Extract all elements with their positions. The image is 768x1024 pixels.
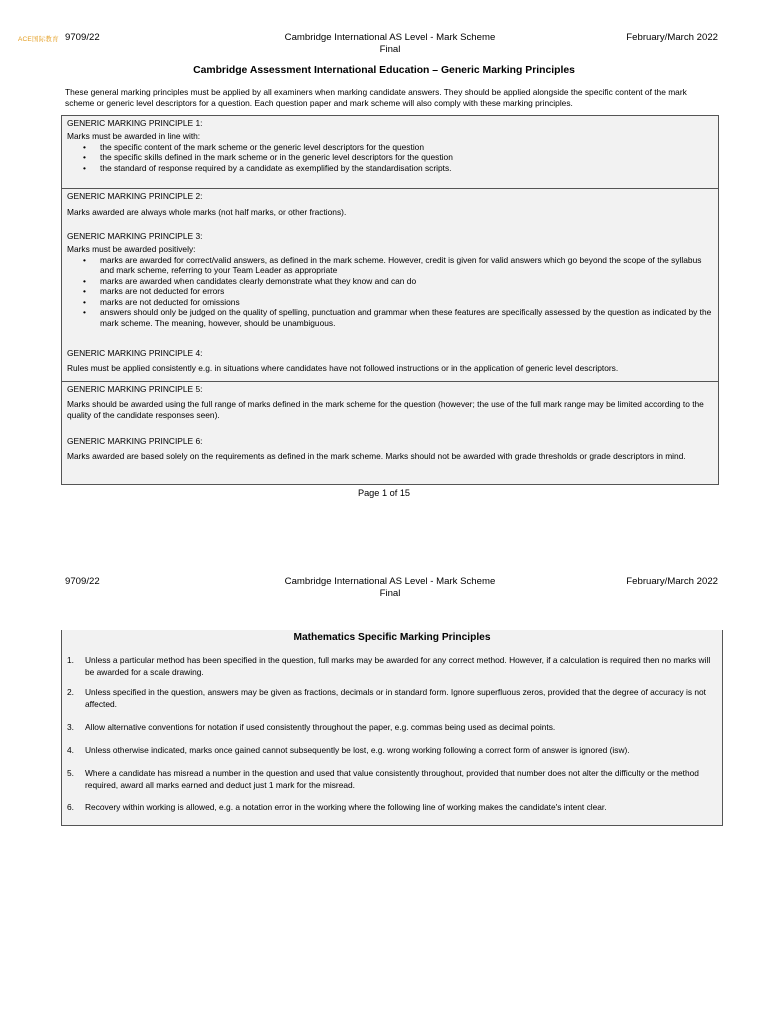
intro-paragraph: These general marking principles must be applied by all examiners when marking candidate answers. They should be applied alongside the specific content of the mark scheme or generic level descriptors for a question. Each question paper and mark scheme will also comply with these marking principles. — [65, 87, 687, 108]
header-date: February/March 2022 — [626, 576, 718, 587]
principle-bullets — [83, 142, 713, 174]
bullet-item: • marks are awarded when candidates clearly demonstrate what they know and can do — [83, 276, 713, 287]
item-text: Where a candidate has misread a number in the question and used that value consistently throughout, provided that number does not alter the difficulty or the method required, award all marks earned and deduct just 1 mark for the misread. — [85, 768, 699, 790]
item-number: 3. — [67, 722, 74, 732]
bullet-item: • the standard of response required by a candidate as exemplified by the standardisation scripts. — [83, 163, 713, 174]
bullet-item: • marks are awarded for correct/valid answers, as defined in the mark scheme. However, credit is given for valid answers which go beyond the scope of the syllabus and mark scheme, referring to your Team Leader as appropriate — [83, 255, 713, 276]
header-subtitle: Final — [379, 587, 401, 599]
principle-text: Marks should be awarded using the full range of marks defined in the mark scheme for the question (however; the use of the full mark range may be limited according to the quality of the candidate responses seen). — [67, 399, 704, 420]
principle-bullets — [83, 255, 713, 329]
principle-5 — [62, 382, 718, 432]
page-header — [0, 576, 768, 610]
header-title: Cambridge International AS Level - Mark Scheme — [284, 32, 496, 43]
paper-code: 9709/22 — [65, 32, 100, 43]
generic-principles-box — [61, 115, 719, 485]
bullet-item: • answers should only be judged on the quality of spelling, punctuation and grammar when these features are specifically assessed by the question as indicated by the mark scheme. The meaning, however, should be unambiguous. — [83, 307, 713, 328]
principle-3 — [62, 227, 718, 343]
bullet-item: • marks are not deducted for errors — [83, 286, 713, 297]
item-number: 2. — [67, 687, 74, 697]
principle-1 — [62, 116, 718, 188]
paper-code: 9709/22 — [65, 576, 100, 587]
bullet-item: • the specific content of the mark scheme or the generic level descriptors for the question — [83, 142, 713, 153]
item-text: Unless specified in the question, answers may be given as fractions, decimals or in standard form. Ignore superfluous zeros, provided that the degree of accuracy is not affected. — [85, 687, 707, 709]
item-number: 6. — [67, 802, 74, 812]
item-text: Allow alternative conventions for notation if used consistently throughout the paper, e.g. commas being used as decimal points. — [85, 722, 556, 732]
logo: ACE国际教育 — [18, 36, 59, 43]
page-title: Cambridge Assessment International Education – Generic Marking Principles — [193, 65, 575, 76]
principle-title: GENERIC MARKING PRINCIPLE 3: — [67, 231, 203, 241]
principle-4 — [62, 343, 718, 381]
principle-text: Rules must be applied consistently e.g. in situations where candidates have not followed instructions or in the application of generic level descriptors. — [67, 363, 619, 373]
bullet-item: • marks are not deducted for omissions — [83, 297, 713, 308]
page-header — [0, 32, 768, 66]
principle-title: GENERIC MARKING PRINCIPLE 5: — [67, 384, 203, 394]
principle-text: Marks awarded are based solely on the requirements as defined in the mark scheme. Marks should not be awarded with grade thresholds or grade descriptors in mind. — [67, 451, 686, 461]
principle-title: GENERIC MARKING PRINCIPLE 2: — [67, 191, 203, 201]
principle-2 — [62, 189, 718, 227]
item-number: 4. — [67, 745, 74, 755]
header-date: February/March 2022 — [626, 32, 718, 43]
principle-text: Marks must be awarded positively: — [67, 244, 196, 254]
principle-text: Marks must be awarded in line with: — [67, 131, 201, 141]
header-center — [250, 576, 530, 599]
header-title: Cambridge International AS Level - Mark Scheme — [284, 576, 496, 587]
header-center — [250, 32, 530, 55]
bullet-item: • the specific skills defined in the mark scheme or in the generic level descriptors for the question — [83, 152, 713, 163]
item-text: Recovery within working is allowed, e.g. a notation error in the working where the following line of working makes the candidate's intent clear. — [85, 802, 607, 812]
principle-title: GENERIC MARKING PRINCIPLE 4: — [67, 348, 203, 358]
header-subtitle: Final — [379, 43, 401, 55]
item-number: 1. — [67, 655, 74, 665]
item-number: 5. — [67, 768, 74, 778]
principle-text: Marks awarded are always whole marks (not half marks, or other fractions). — [67, 207, 347, 217]
page-2 — [0, 520, 768, 1024]
section-title: Mathematics Specific Marking Principles — [293, 632, 491, 643]
principle-6 — [62, 432, 718, 462]
math-principles-box — [61, 630, 723, 826]
principle-title: GENERIC MARKING PRINCIPLE 1: — [67, 118, 203, 128]
page-number: Page 1 of 15 — [357, 488, 411, 498]
principle-title: GENERIC MARKING PRINCIPLE 6: — [67, 436, 203, 446]
item-text: Unless a particular method has been specified in the question, full marks may be awarded for any correct method. However, if a calculation is required then no marks will be awarded for a scale drawing. — [85, 655, 711, 677]
item-text: Unless otherwise indicated, marks once gained cannot subsequently be lost, e.g. wrong working following a correct form of answer is ignored (isw). — [85, 745, 630, 755]
